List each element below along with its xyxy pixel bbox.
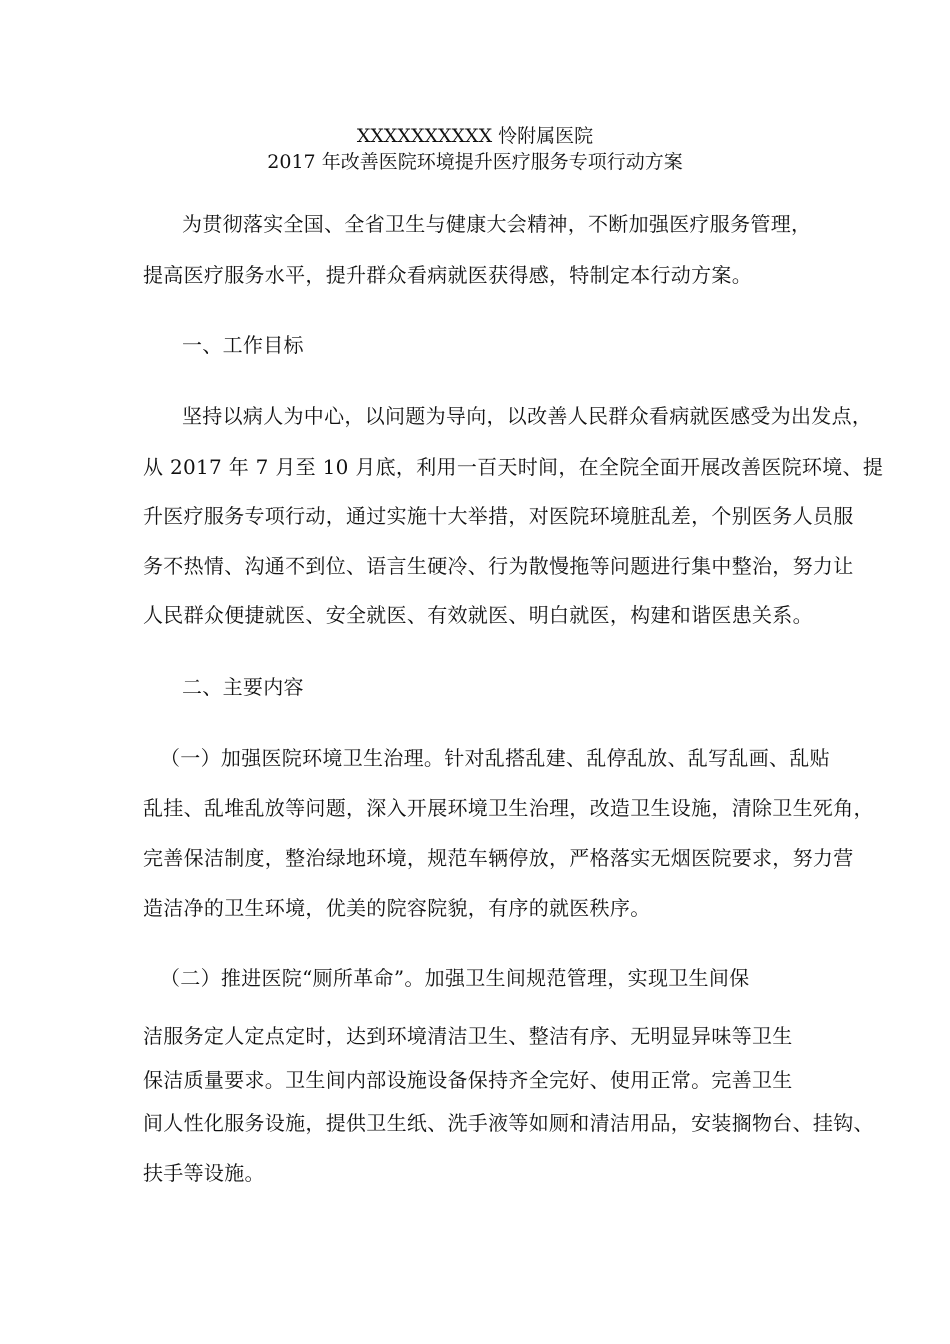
section1-line-5: 人民群众便捷就医、安全就医、有效就医、明白就医，构建和谐医患关系。 xyxy=(143,603,813,627)
document-title xyxy=(0,123,950,175)
item2-line-2: 洁服务定人定点定时，达到环境清洁卫生、整洁有序、无明显异味等卫生 xyxy=(143,1024,793,1048)
item2-line-5: 扶手等设施。 xyxy=(143,1161,265,1185)
item1-line-4: 造洁净的卫生环境，优美的院容院貌，有序的就医秩序。 xyxy=(143,896,651,920)
intro-line-2: 提高医疗服务水平，提升群众看病就医获得感，特制定本行动方案。 xyxy=(143,263,752,287)
item2-line-1: （二）推进医院“厕所革命”。加强卫生间规范管理，实现卫生间保 xyxy=(160,966,750,990)
section1-line-4: 务不热情、沟通不到位、语言生硬冷、行为散慢拖等问题进行集中整治，努力让 xyxy=(143,554,854,578)
item1-line-3: 完善保洁制度，整治绿地环境，规范车辆停放，严格落实无烟医院要求，努力营 xyxy=(143,846,854,870)
item1-line-2: 乱挂、乱堆乱放等问题，深入开展环境卫生治理，改造卫生设施，清除卫生死角， xyxy=(143,796,874,820)
section1-line-2: 从 2017 年 7 月至 10 月底，利用一百天时间，在全院全面开展改善医院环境、提 xyxy=(143,455,884,479)
section1-heading: 一、工作目标 xyxy=(182,333,304,357)
section1-line-1: 坚持以病人为中心，以问题为导向，以改善人民群众看病就医感受为出发点， xyxy=(182,404,873,428)
title-plan-name: 2017 年改善医院环境提升医疗服务专项行动方案 xyxy=(267,151,683,173)
item1-line-1: （一）加强医院环境卫生治理。针对乱搭乱建、乱停乱放、乱写乱画、乱贴 xyxy=(160,746,830,770)
section2-heading: 二、主要内容 xyxy=(182,675,304,699)
section1-line-3: 升医疗服务专项行动，通过实施十大举措，对医院环境脏乱差，个别医务人员服 xyxy=(143,504,854,528)
intro-line-1: 为贯彻落实全国、全省卫生与健康大会精神，不断加强医疗服务管理， xyxy=(182,212,812,236)
title-hospital-name: XXXXXXXXXX 怜附属医院 xyxy=(356,125,594,147)
item2-line-4: 间人性化服务设施，提供卫生纸、洗手液等如厕和清洁用品，安装搁物台、挂钩、 xyxy=(143,1111,874,1135)
item2-line-3: 保洁质量要求。卫生间内部设施设备保持齐全完好、使用正常。完善卫生 xyxy=(143,1068,793,1092)
